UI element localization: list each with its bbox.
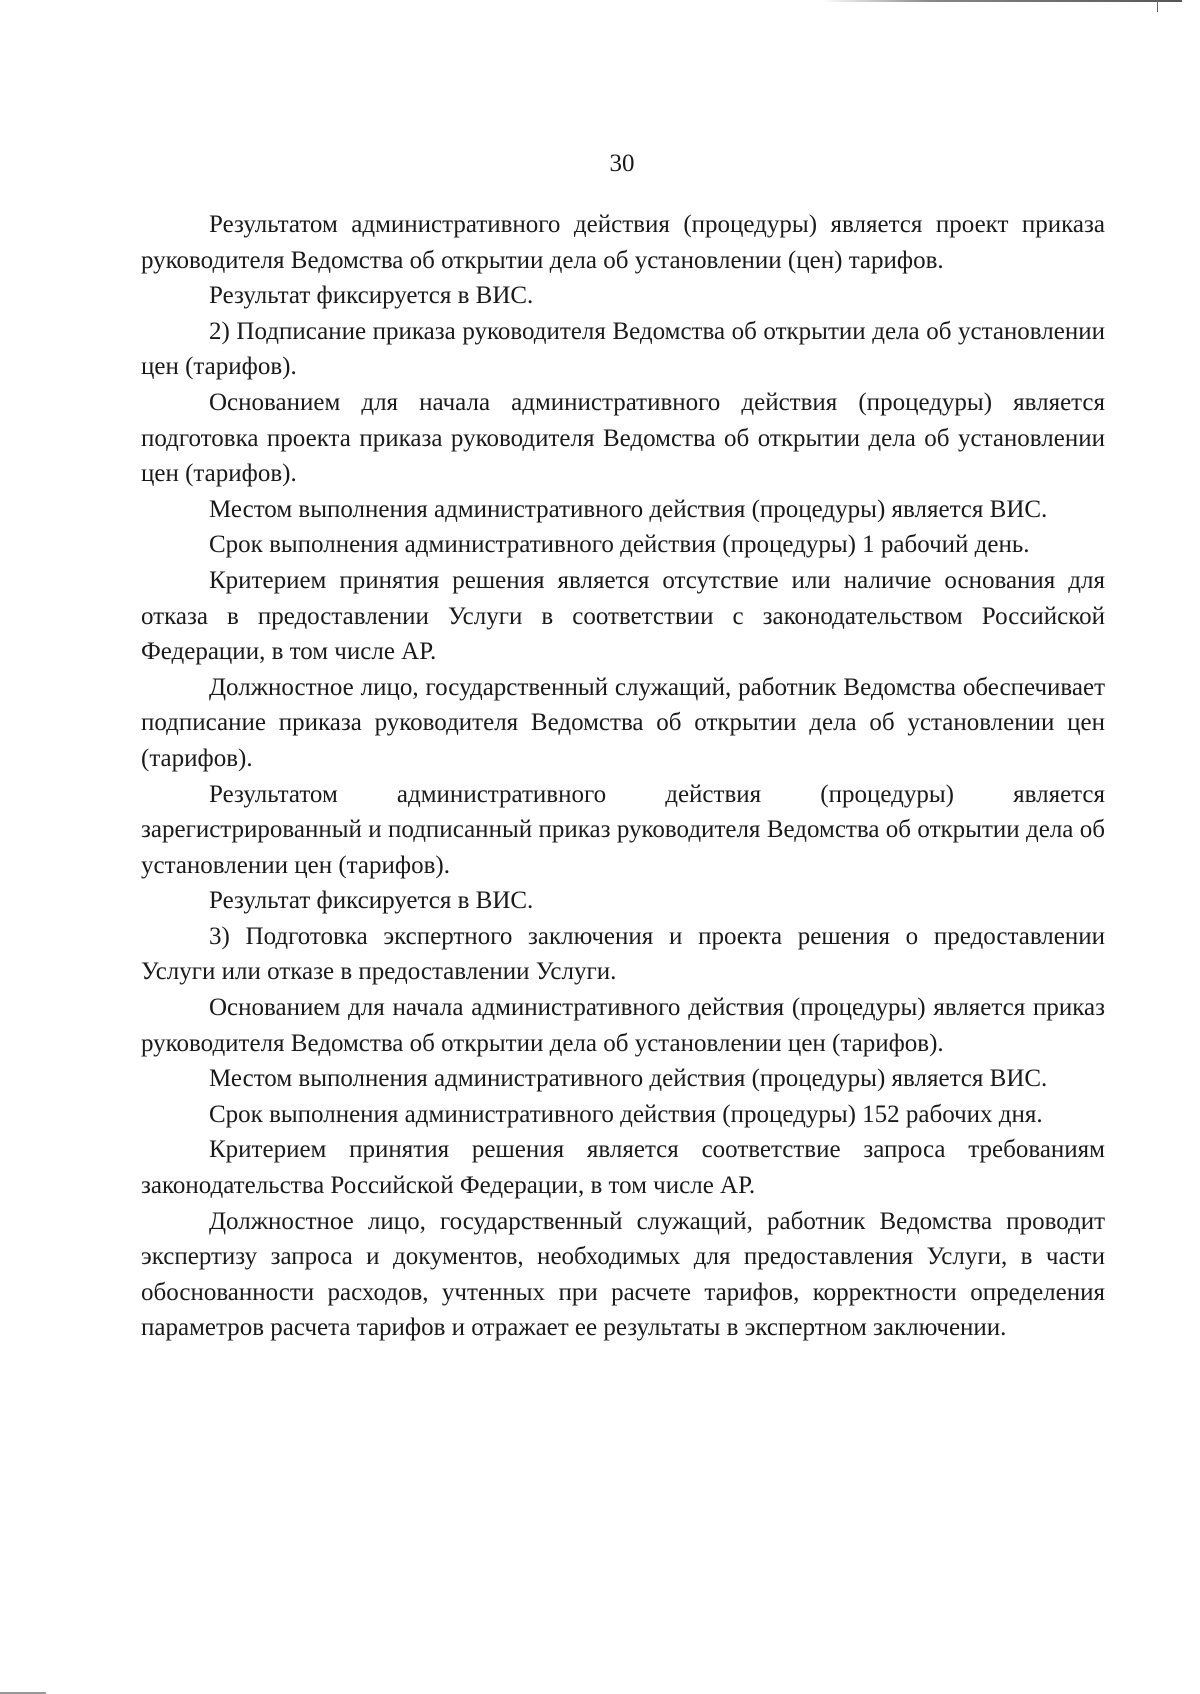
paragraph: Местом выполнения административного действия (процедуры) является ВИС. — [209, 1065, 1048, 1093]
paragraph: 3) Подготовка экспертного заключения и проекта решения о предоставлении Услуги или отказе в предоставлении Услуги. — [141, 922, 1105, 986]
paragraph: Основанием для начала административного действия (процедуры) является приказ руководителя Ведомства об открытии дела об установлении цен (тарифов). — [141, 994, 1105, 1057]
paragraph: Результатом административного действия (процедуры) является зарегистрированный и подписанный приказ руководителя Ведомства об открытии дела об установлении цен (тарифов). — [141, 780, 1105, 879]
paragraph: 2) Подписание приказа руководителя Ведомства об открытии дела об установлении цен (тарифов). — [141, 317, 1105, 381]
paragraph: Срок выполнения административного действия (процедуры) 1 рабочий день. — [209, 531, 1030, 559]
paragraph: Срок выполнения административного действия (процедуры) 152 рабочих дня. — [209, 1100, 1043, 1128]
paragraph: Результат фиксируется в ВИС. — [209, 887, 534, 915]
page-number: 30 — [609, 150, 635, 177]
paragraph: Результат фиксируется в ВИС. — [209, 282, 534, 310]
scan-edge-line — [822, 0, 1182, 2]
paragraph: Основанием для начала административного действия (процедуры) является подготовка проекта приказа руководителя Ведомства об открытии дела об установлении цен (тарифов). — [141, 388, 1105, 488]
scan-edge-mark — [1157, 0, 1158, 12]
paragraph: Местом выполнения административного действия (процедуры) является ВИС. — [209, 495, 1048, 523]
paragraph: Результатом административного действия (процедуры) является проект приказа руководителя Ведомства об открытии дела об установлении (цен) тарифов. — [141, 211, 1105, 274]
document-body — [141, 207, 1105, 1346]
paragraph: Должностное лицо, государственный служащий, работник Ведомства проводит экспертизу запроса и документов, необходимых для предоставления Услуги, в части обоснованности расходов, учтенных при расчете тарифов, корректности определения параметров расчета тарифов и отражает ее результаты в экспертном заключении. — [141, 1207, 1105, 1342]
paragraph: Критерием принятия решения является отсутствие или наличие основания для отказа в предоставлении Услуги в соответствии с законодательством Российской Федерации, в том числе АР. — [141, 566, 1105, 666]
paragraph: Должностное лицо, государственный служащий, работник Ведомства обеспечивает подписание приказа руководителя Ведомства об открытии дела об установлении цен (тарифов). — [141, 673, 1105, 772]
paragraph: Критерием принятия решения является соответствие запроса требованиям законодательства Российской Федерации, в том числе АР. — [141, 1136, 1105, 1200]
